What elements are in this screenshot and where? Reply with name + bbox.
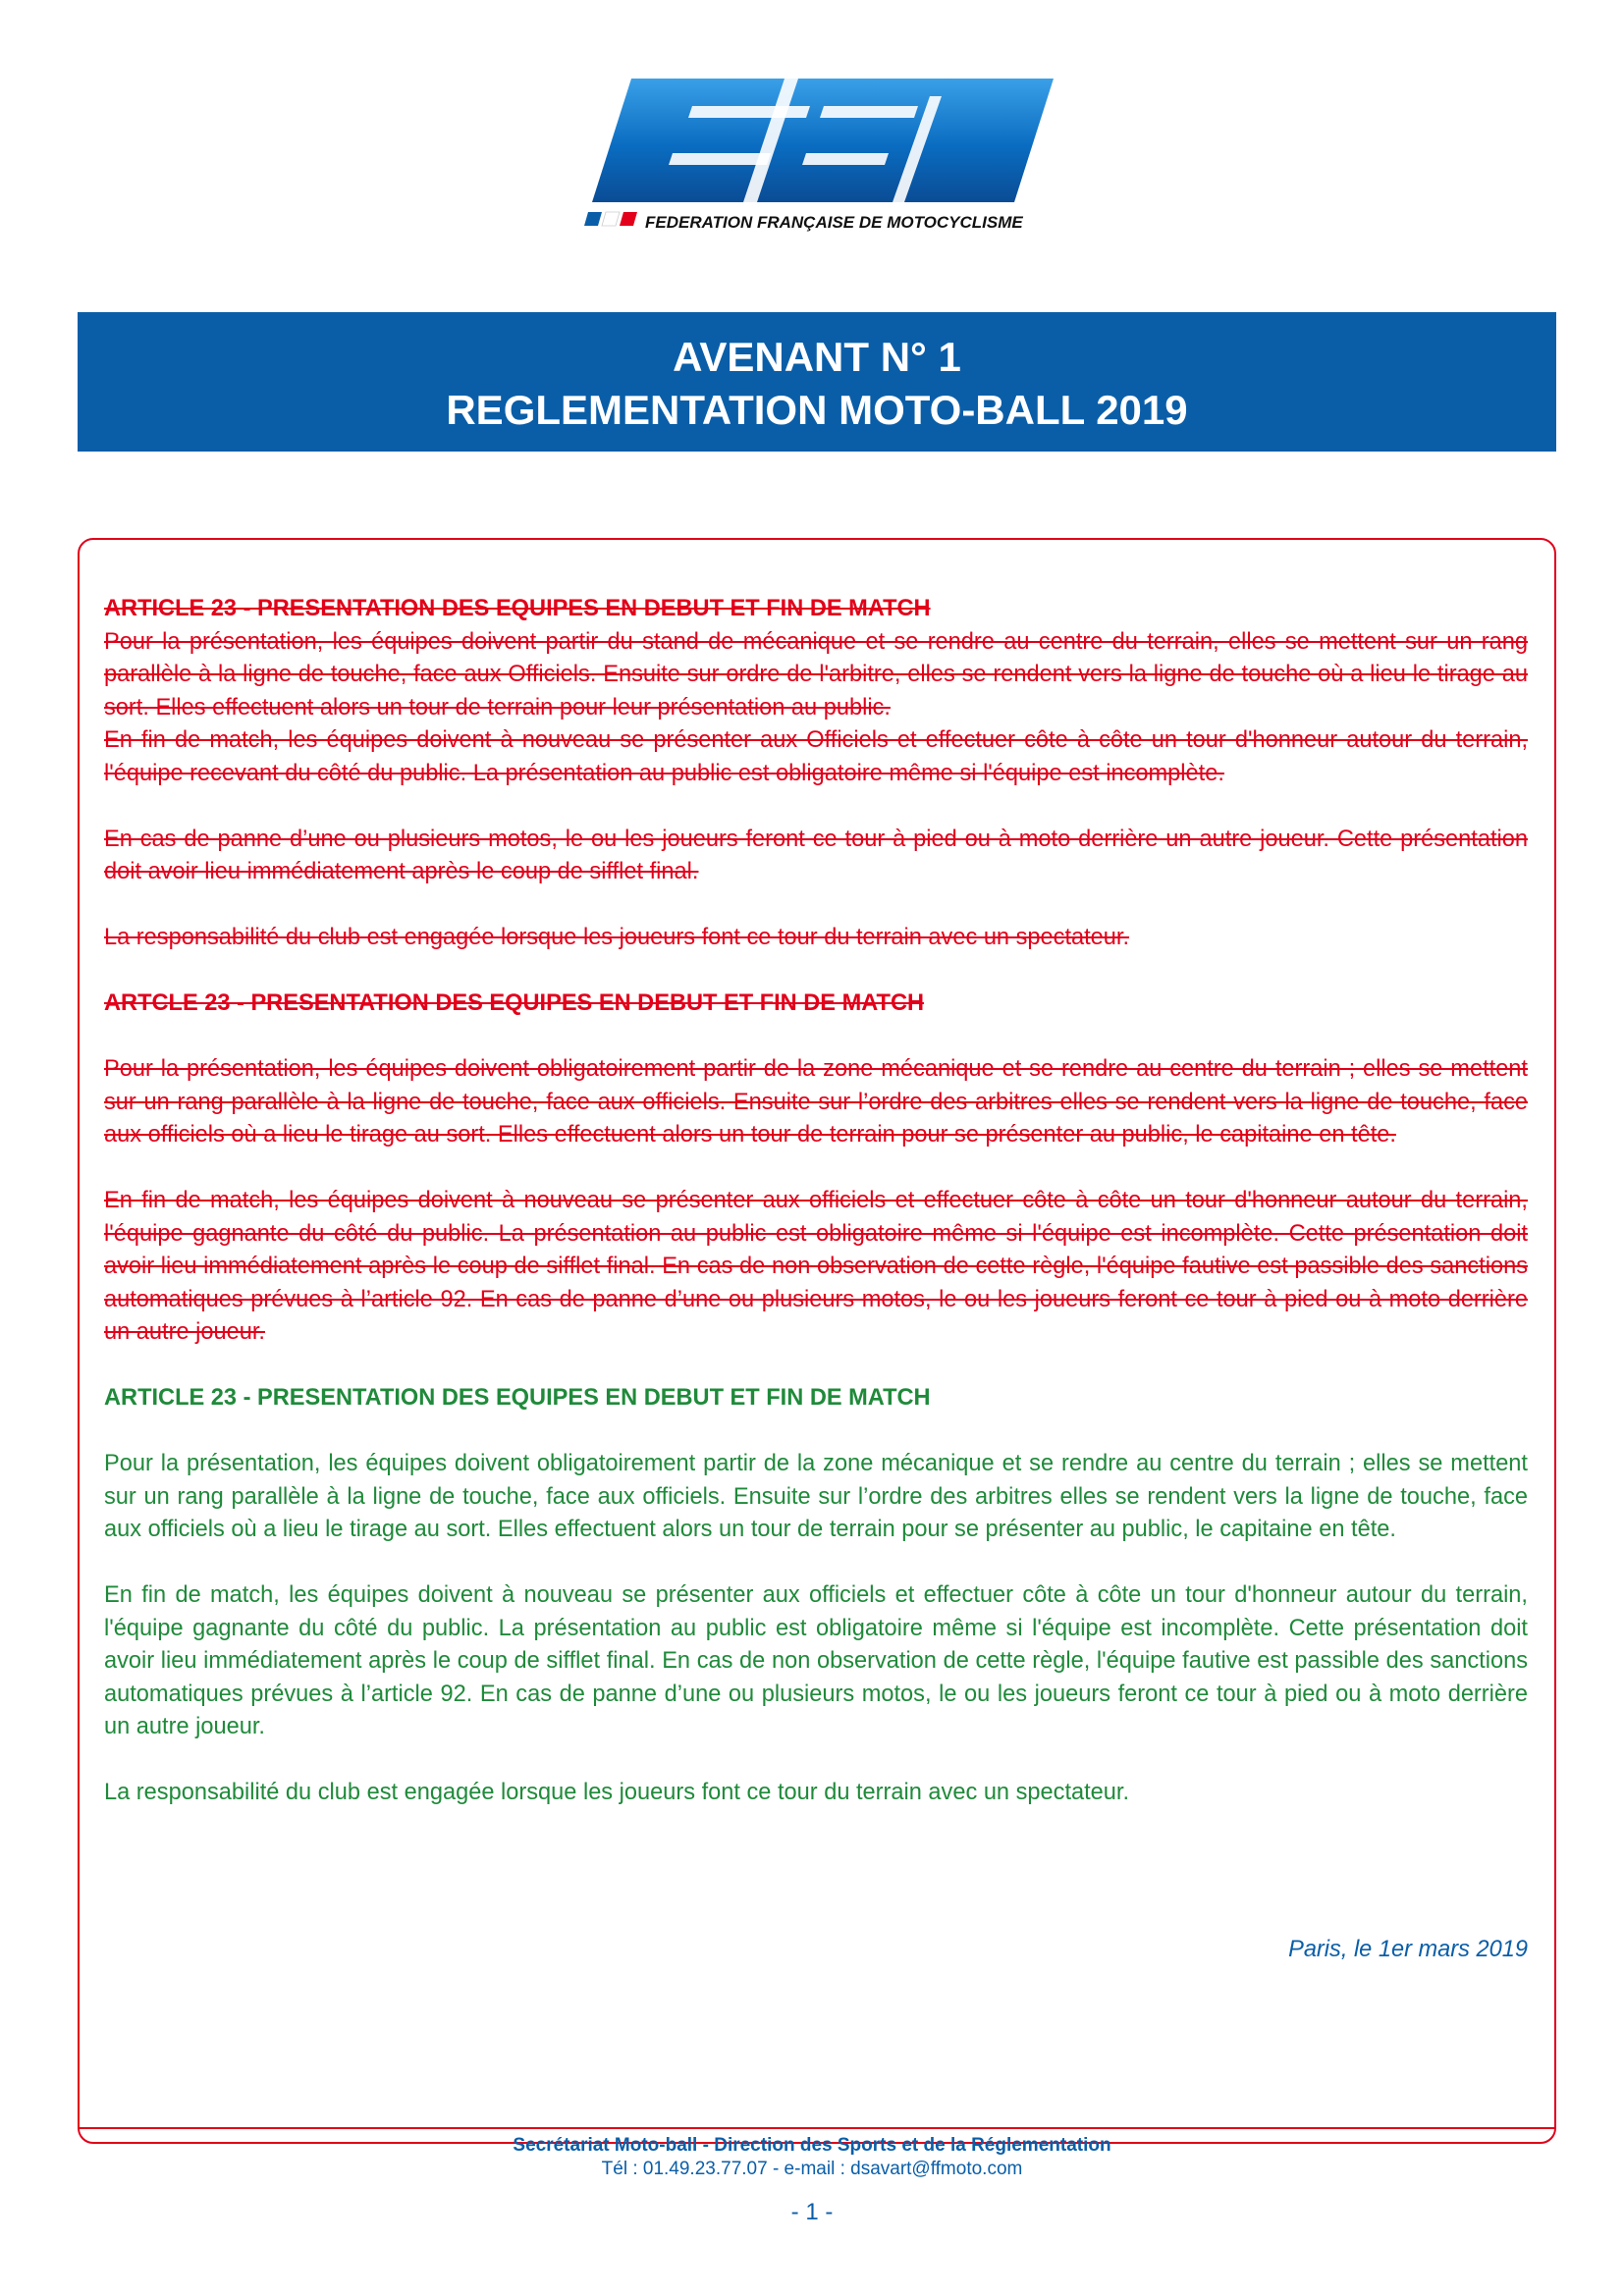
signature-date: Paris, le 1er mars 2019 [1288, 1937, 1528, 1962]
struck-paragraph: La responsabilité du club est engagée lorsque les joueurs font ce tour du terrain avec un spectateur. [104, 925, 1130, 950]
struck-paragraph: Pour la présentation, les équipes doivent obligatoirement partir de la zone mécanique et se rendre au centre du terrain ; elles se mettent sur un rang parallèle à la ligne de touche, face aux officiels. Ensuite sur l’ordre des arbitres elles se rendent vers la ligne de touche, face aux officiels où a lieu le tirage au sort. Elles effectuent alors un tour de terrain pour se présenter au public, le capitaine en tête. [104, 1056, 1528, 1148]
ffm-logo [574, 77, 1056, 239]
struck-paragraph: En fin de match, les équipes doivent à nouveau se présenter aux officiels et effectuer côte à côte un tour d'honneur autour du terrain, l'équipe gagnante du côté du public. La présentation au public est obligatoire même si l'équipe est incomplète. Cette présentation doit avoir lieu immédiatement après le coup de sifflet final. En cas de non observation de cette règle, l'équipe fautive est passible des sanctions automatiques prévues à l’article 92. En cas de panne d’une ou plusieurs motos, le ou les joueurs feront ce tour à pied ou à moto derrière un autre joueur. [104, 1188, 1528, 1345]
new-article-heading: ARTICLE 23 - PRESENTATION DES EQUIPES EN DEBUT ET FIN DE MATCH [104, 1385, 931, 1411]
new-paragraph: La responsabilité du club est engagée lorsque les joueurs font ce tour du terrain avec un spectateur. [104, 1780, 1130, 1805]
struck-paragraph: En fin de match, les équipes doivent à nouveau se présenter aux Officiels et effectuer côte à côte un tour d'honneur autour du terrain, l'équipe recevant du côté du public. La présentation au public est obligatoire même si l'équipe est incomplète. [104, 727, 1528, 786]
title-line-2: REGLEMENTATION MOTO-BALL 2019 [446, 387, 1188, 433]
new-paragraph: En fin de match, les équipes doivent à nouveau se présenter aux officiels et effectuer côte à côte un tour d'honneur autour du terrain, l'équipe gagnante du côté du public. La présentation au public est obligatoire même si l'équipe est incomplète. Cette présentation doit avoir lieu immédiatement après le coup de sifflet final. En cas de non observation de cette règle, l'équipe fautive est passible des sanctions automatiques prévues à l’article 92. En cas de panne d’une ou plusieurs motos, le ou les joueurs feront ce tour à pied ou à moto derrière un autre joueur. [104, 1582, 1528, 1739]
logo-tagline: FEDERATION FRANÇAISE DE MOTOCYCLISME [645, 213, 1023, 232]
struck-paragraph: Pour la présentation, les équipes doivent partir du stand de mécanique et se rendre au centre du terrain, elles se mettent sur un rang parallèle à la ligne de touche, face aux Officiels. Ensuite sur ordre de l'arbitre, elles se rendent vers la ligne de touche où a lieu le tirage au sort. Elles effectuent alors un tour de terrain pour leur présentation au public. [104, 628, 1528, 721]
ffm-logo-graphic [574, 77, 1056, 239]
struck-heading-2: ARTCLE 23 - PRESENTATION DES EQUIPES EN DEBUT ET FIN DE MATCH [104, 990, 925, 1016]
struck-paragraph: En cas de panne d’une ou plusieurs motos, le ou les joueurs feront ce tour à pied ou à moto derrière un autre joueur. Cette présentation doit avoir lieu immédiatement après le coup de sifflet final. [104, 826, 1528, 884]
footer-contact: Tél : 01.49.23.77.07 - e-mail : dsavart@ffmoto.com [601, 2159, 1023, 2179]
footer-department: Secrétariat Moto-ball - Direction des Sports et de la Réglementation [513, 2135, 1111, 2156]
page-number: - 1 - [790, 2199, 834, 2225]
new-paragraph: Pour la présentation, les équipes doivent obligatoirement partir de la zone mécanique et se rendre au centre du terrain ; elles se mettent sur un rang parallèle à la ligne de touche, face aux officiels. Ensuite sur l’ordre des arbitres elles se rendent vers la ligne de touche, face aux officiels où a lieu le tirage au sort. Elles effectuent alors un tour de terrain pour se présenter au public, le capitaine en tête. [104, 1451, 1528, 1542]
content-box [78, 538, 1556, 2144]
title-line-1: AVENANT N° 1 [673, 334, 961, 380]
title-banner [78, 312, 1556, 452]
footer-divider [78, 2127, 1556, 2129]
struck-heading-1: ARTICLE 23 - PRESENTATION DES EQUIPES EN DEBUT ET FIN DE MATCH [104, 596, 931, 621]
